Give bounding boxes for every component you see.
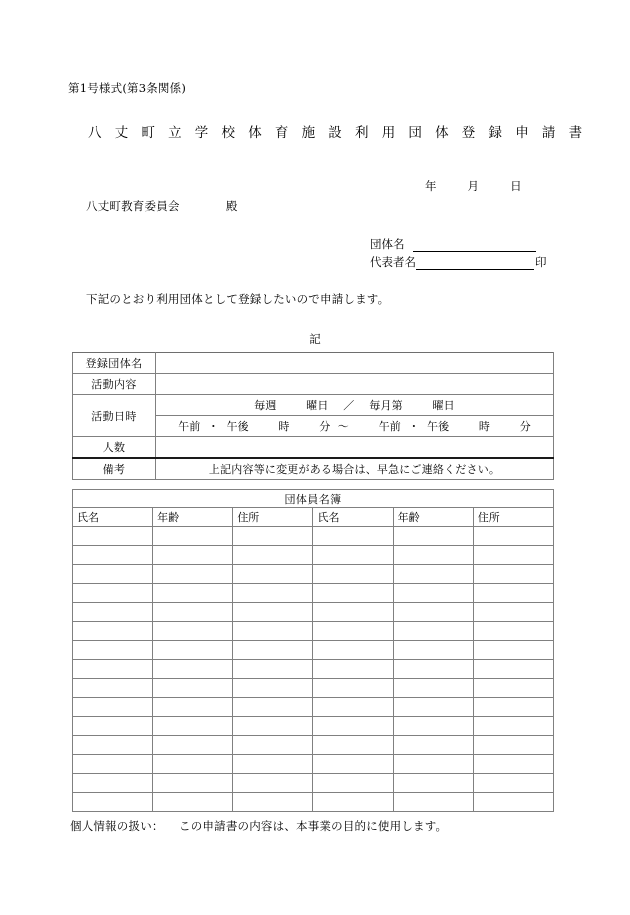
table-row bbox=[73, 679, 554, 698]
roster-cell-age[interactable] bbox=[153, 793, 233, 812]
roster-cell-address[interactable] bbox=[233, 698, 313, 717]
activity-datetime-label: 活動日時 bbox=[73, 395, 156, 437]
roster-cell-address[interactable] bbox=[233, 736, 313, 755]
remarks-label: 備考 bbox=[73, 458, 156, 480]
table-row bbox=[73, 793, 554, 812]
roster-cell-age[interactable] bbox=[153, 546, 233, 565]
roster-cell-name[interactable] bbox=[313, 717, 393, 736]
roster-title: 団体員名簿 bbox=[73, 490, 554, 508]
roster-cell-address[interactable] bbox=[233, 755, 313, 774]
roster-cell-address[interactable] bbox=[233, 603, 313, 622]
roster-cell-age[interactable] bbox=[153, 755, 233, 774]
roster-cell-name[interactable] bbox=[313, 755, 393, 774]
roster-cell-name[interactable] bbox=[313, 622, 393, 641]
roster-cell-age[interactable] bbox=[393, 527, 473, 546]
roster-cell-address[interactable] bbox=[473, 698, 553, 717]
roster-cell-name[interactable] bbox=[313, 565, 393, 584]
roster-cell-address[interactable] bbox=[473, 603, 553, 622]
roster-cell-age[interactable] bbox=[393, 698, 473, 717]
roster-cell-address[interactable] bbox=[233, 717, 313, 736]
roster-cell-age[interactable] bbox=[393, 717, 473, 736]
roster-cell-age[interactable] bbox=[393, 641, 473, 660]
roster-cell-age[interactable] bbox=[393, 736, 473, 755]
roster-cell-age[interactable] bbox=[393, 603, 473, 622]
roster-cell-name[interactable] bbox=[313, 660, 393, 679]
table-row bbox=[73, 565, 554, 584]
roster-cell-address[interactable] bbox=[473, 755, 553, 774]
roster-cell-name[interactable] bbox=[73, 603, 153, 622]
table-row bbox=[73, 774, 554, 793]
date-line: 年 月 日 bbox=[425, 179, 522, 193]
roster-cell-address[interactable] bbox=[233, 527, 313, 546]
roster-cell-address[interactable] bbox=[473, 622, 553, 641]
roster-cell-address[interactable] bbox=[233, 793, 313, 812]
roster-cell-name[interactable] bbox=[73, 774, 153, 793]
roster-cell-name[interactable] bbox=[313, 527, 393, 546]
table-row bbox=[73, 736, 554, 755]
remarks-text: 上記内容等に変更がある場合は、早急にご連絡ください。 bbox=[156, 458, 554, 480]
column-header-address-2: 住所 bbox=[473, 508, 553, 527]
roster-cell-age[interactable] bbox=[153, 527, 233, 546]
activity-content-label: 活動内容 bbox=[73, 374, 156, 395]
roster-cell-age[interactable] bbox=[153, 736, 233, 755]
roster-cell-age[interactable] bbox=[153, 660, 233, 679]
roster-cell-name[interactable] bbox=[73, 736, 153, 755]
table-row bbox=[73, 622, 554, 641]
roster-cell-age[interactable] bbox=[393, 546, 473, 565]
roster-cell-address[interactable] bbox=[233, 641, 313, 660]
roster-cell-name[interactable] bbox=[73, 793, 153, 812]
column-header-age-1: 年齢 bbox=[153, 508, 233, 527]
roster-cell-name[interactable] bbox=[73, 565, 153, 584]
roster-cell-age[interactable] bbox=[393, 565, 473, 584]
roster-cell-name[interactable] bbox=[313, 546, 393, 565]
form-number: 第1号様式(第3条関係) bbox=[68, 81, 187, 95]
detail-table bbox=[72, 352, 554, 480]
roster-cell-name[interactable] bbox=[73, 622, 153, 641]
column-header-name-2: 氏名 bbox=[313, 508, 393, 527]
roster-cell-age[interactable] bbox=[393, 622, 473, 641]
column-header-age-2: 年齢 bbox=[393, 508, 473, 527]
roster-cell-name[interactable] bbox=[313, 774, 393, 793]
organization-name-row bbox=[370, 234, 547, 252]
addressee-line: 八丈町教育委員会 殿 bbox=[86, 199, 238, 213]
roster-cell-name[interactable] bbox=[73, 527, 153, 546]
roster-cell-age[interactable] bbox=[393, 679, 473, 698]
representative-name-row bbox=[370, 252, 547, 270]
table-row bbox=[73, 527, 554, 546]
roster-cell-name[interactable] bbox=[313, 698, 393, 717]
roster-cell-address[interactable] bbox=[473, 793, 553, 812]
table-row bbox=[73, 395, 554, 416]
roster-cell-address[interactable] bbox=[473, 679, 553, 698]
roster-cell-name[interactable] bbox=[313, 679, 393, 698]
table-row bbox=[73, 660, 554, 679]
roster-cell-address[interactable] bbox=[233, 774, 313, 793]
seal-mark: 印 bbox=[535, 255, 547, 269]
table-row bbox=[73, 698, 554, 717]
table-row bbox=[73, 603, 554, 622]
application-statement: 下記のとおり利用団体として登録したいので申請します。 bbox=[86, 292, 390, 306]
roster-cell-name[interactable] bbox=[73, 641, 153, 660]
roster-cell-age[interactable] bbox=[393, 774, 473, 793]
roster-cell-age[interactable] bbox=[153, 774, 233, 793]
roster-cell-age[interactable] bbox=[393, 793, 473, 812]
document-title: 八丈町立学校体育施設利用団体登録申請書 bbox=[88, 125, 596, 141]
roster-cell-address[interactable] bbox=[473, 736, 553, 755]
roster-cell-name[interactable] bbox=[73, 660, 153, 679]
organization-name-input[interactable] bbox=[413, 238, 536, 252]
table-row bbox=[73, 353, 554, 374]
table-row bbox=[73, 458, 554, 480]
column-header-address-1: 住所 bbox=[233, 508, 313, 527]
roster-cell-age[interactable] bbox=[153, 603, 233, 622]
roster-cell-address[interactable] bbox=[473, 527, 553, 546]
table-row bbox=[73, 546, 554, 565]
roster-cell-address[interactable] bbox=[233, 622, 313, 641]
roster-cell-age[interactable] bbox=[153, 584, 233, 603]
roster-table bbox=[72, 489, 554, 812]
table-row bbox=[73, 374, 554, 395]
roster-cell-address[interactable] bbox=[233, 660, 313, 679]
member-count-label: 人数 bbox=[73, 437, 156, 459]
column-header-name-1: 氏名 bbox=[73, 508, 153, 527]
table-row bbox=[73, 755, 554, 774]
roster-cell-age[interactable] bbox=[153, 679, 233, 698]
representative-name-label: 代表者名 bbox=[370, 255, 416, 269]
registered-group-name-label: 登録団体名 bbox=[73, 353, 156, 374]
roster-cell-age[interactable] bbox=[393, 660, 473, 679]
roster-cell-name[interactable] bbox=[313, 641, 393, 660]
roster-cell-age[interactable] bbox=[153, 698, 233, 717]
table-row bbox=[73, 717, 554, 736]
roster-cell-name[interactable] bbox=[73, 717, 153, 736]
activity-day-input[interactable]: 毎週 曜日 ／ 毎月第 曜日 bbox=[156, 395, 554, 416]
roster-cell-address[interactable] bbox=[473, 584, 553, 603]
roster-cell-address[interactable] bbox=[233, 679, 313, 698]
roster-cell-age[interactable] bbox=[153, 641, 233, 660]
roster-cell-name[interactable] bbox=[73, 546, 153, 565]
roster-cell-name[interactable] bbox=[313, 793, 393, 812]
roster-header-row bbox=[73, 508, 554, 527]
registered-group-name-input[interactable] bbox=[156, 353, 554, 374]
roster-cell-name[interactable] bbox=[313, 584, 393, 603]
roster-cell-name[interactable] bbox=[313, 736, 393, 755]
roster-cell-age[interactable] bbox=[153, 622, 233, 641]
activity-time-input[interactable]: 午前 ・ 午後 時 分 ～ 午前 ・ 午後 時 分 bbox=[156, 416, 554, 437]
roster-cell-address[interactable] bbox=[473, 565, 553, 584]
applicant-block bbox=[370, 234, 547, 270]
privacy-notice: 個人情報の扱い： この申請書の内容は、本事業の目的に使用します。 bbox=[70, 819, 448, 833]
roster-cell-address[interactable] bbox=[473, 546, 553, 565]
table-row bbox=[73, 584, 554, 603]
ki-marker: 記 bbox=[309, 332, 321, 346]
roster-cell-age[interactable] bbox=[393, 755, 473, 774]
roster-cell-age[interactable] bbox=[153, 565, 233, 584]
roster-cell-address[interactable] bbox=[233, 565, 313, 584]
roster-cell-name[interactable] bbox=[73, 584, 153, 603]
roster-cell-address[interactable] bbox=[473, 641, 553, 660]
roster-cell-name[interactable] bbox=[73, 698, 153, 717]
roster-cell-name[interactable] bbox=[313, 603, 393, 622]
roster-cell-address[interactable] bbox=[473, 774, 553, 793]
roster-cell-address[interactable] bbox=[233, 546, 313, 565]
roster-cell-age[interactable] bbox=[153, 717, 233, 736]
roster-cell-age[interactable] bbox=[393, 584, 473, 603]
roster-cell-address[interactable] bbox=[473, 660, 553, 679]
organization-name-label: 団体名 bbox=[370, 237, 405, 251]
table-row bbox=[73, 437, 554, 459]
representative-name-input[interactable] bbox=[416, 256, 534, 270]
roster-cell-name[interactable] bbox=[73, 755, 153, 774]
member-count-input[interactable] bbox=[156, 437, 554, 459]
roster-cell-address[interactable] bbox=[473, 717, 553, 736]
table-row bbox=[73, 641, 554, 660]
roster-cell-address[interactable] bbox=[233, 584, 313, 603]
roster-title-row bbox=[73, 490, 554, 508]
activity-content-input[interactable] bbox=[156, 374, 554, 395]
roster-cell-name[interactable] bbox=[73, 679, 153, 698]
